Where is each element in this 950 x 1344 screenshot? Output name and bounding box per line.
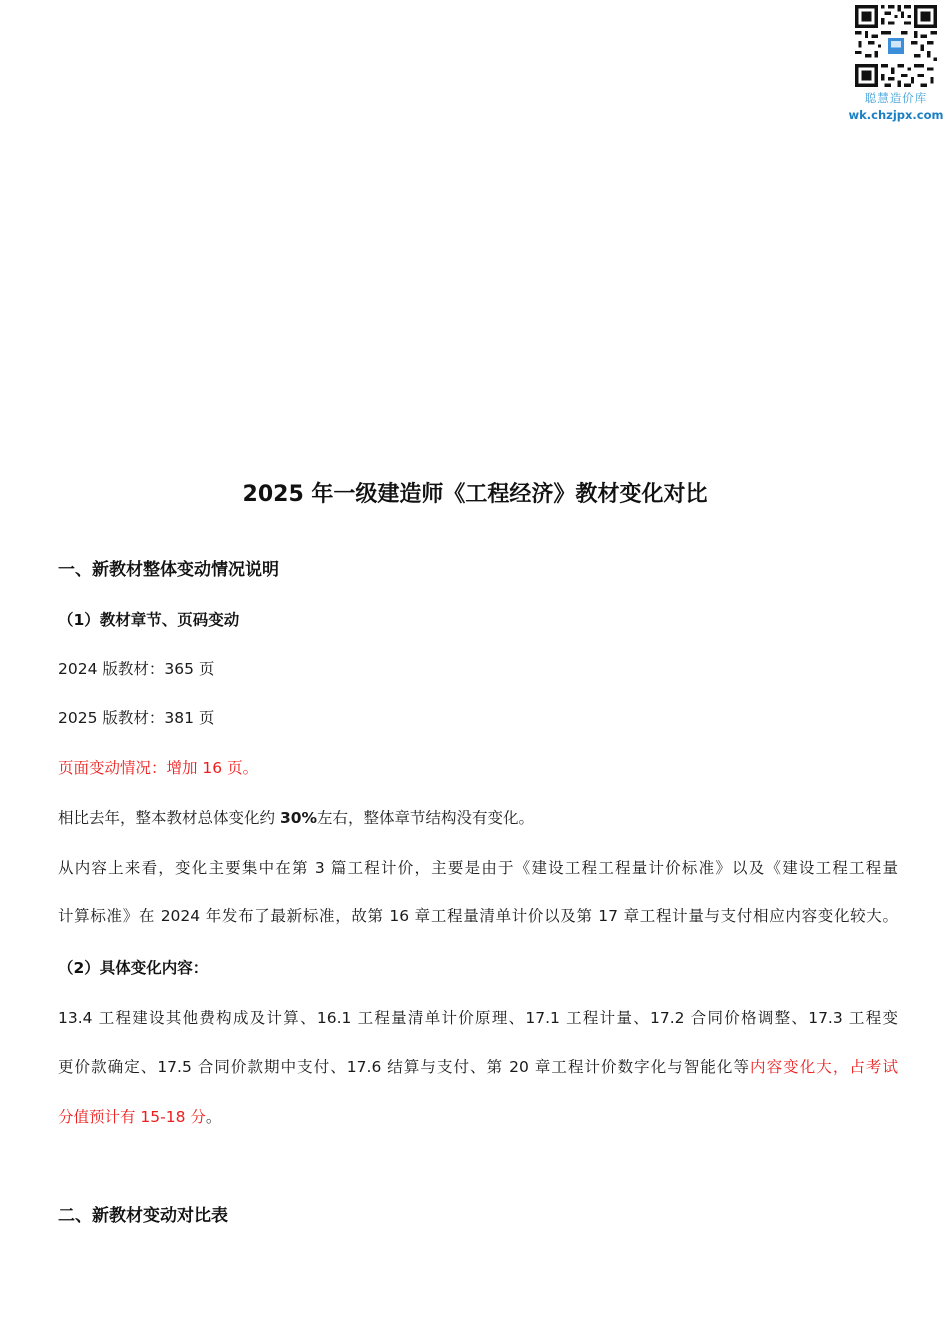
document-title: 2025 年一级建造师《工程经济》教材变化对比 (242, 482, 708, 507)
edition-2025-pages: 2025 版教材：381 页 (58, 709, 215, 727)
score-estimate-period: 。 (205, 1108, 222, 1126)
specific-changes-line-2 (58, 1056, 898, 1078)
specific-changes-line-2-text: 更价款确定、17.5 合同价款期中支付、17.6 结算与支付、第 20 章工程计价数字化与智能化等 (58, 1058, 751, 1076)
specific-changes-highlight: 内容变化大，占考试 (750, 1058, 898, 1076)
overall-change-percent: 30% (279, 809, 318, 827)
qr-code-icon (855, 5, 937, 87)
logo-name: 聪慧造价库 (864, 91, 928, 105)
overall-change-paragraph (58, 807, 898, 829)
section-heading-comparison-table: 二、新教材变动对比表 (58, 1206, 228, 1226)
page-change-note: 页面变动情况：增加 16 页。 (58, 759, 259, 777)
specific-changes-line-3 (58, 1106, 898, 1128)
logo-url[interactable]: wk.chzjpx.com (848, 108, 944, 122)
score-estimate-highlight: 分值预计有 15-18 分 (58, 1108, 206, 1126)
subsection-heading-specific-changes: （2）具体变化内容： (58, 959, 209, 977)
site-logo (846, 5, 946, 122)
specific-changes-line-1: 13.4 工程建设其他费构成及计算、16.1 工程量清单计价原理、17.1 工程计量、17.2 合同价格调整、17.3 工程变 (58, 1009, 898, 1027)
content-change-line-2: 计算标准》在 2024 年发布了最新标准，故第 16 章工程量清单计价以及第 17 章工程计量与支付相应内容变化较大。 (58, 907, 898, 925)
content-change-line-1: 从内容上来看，变化主要集中在第 3 篇工程计价，主要是由于《建设工程工程量计价标准》以及《建设工程工程量 (58, 859, 898, 877)
edition-2024-pages: 2024 版教材：365 页 (58, 660, 215, 678)
overall-change-text-post: 左右，整体章节结构没有变化。 (317, 809, 535, 827)
section-heading-overview: 一、新教材整体变动情况说明 (58, 560, 279, 580)
overall-change-text-pre: 相比去年，整本教材总体变化约 (58, 809, 280, 827)
subsection-heading-chapter-pages: （1）教材章节、页码变动 (58, 611, 240, 629)
